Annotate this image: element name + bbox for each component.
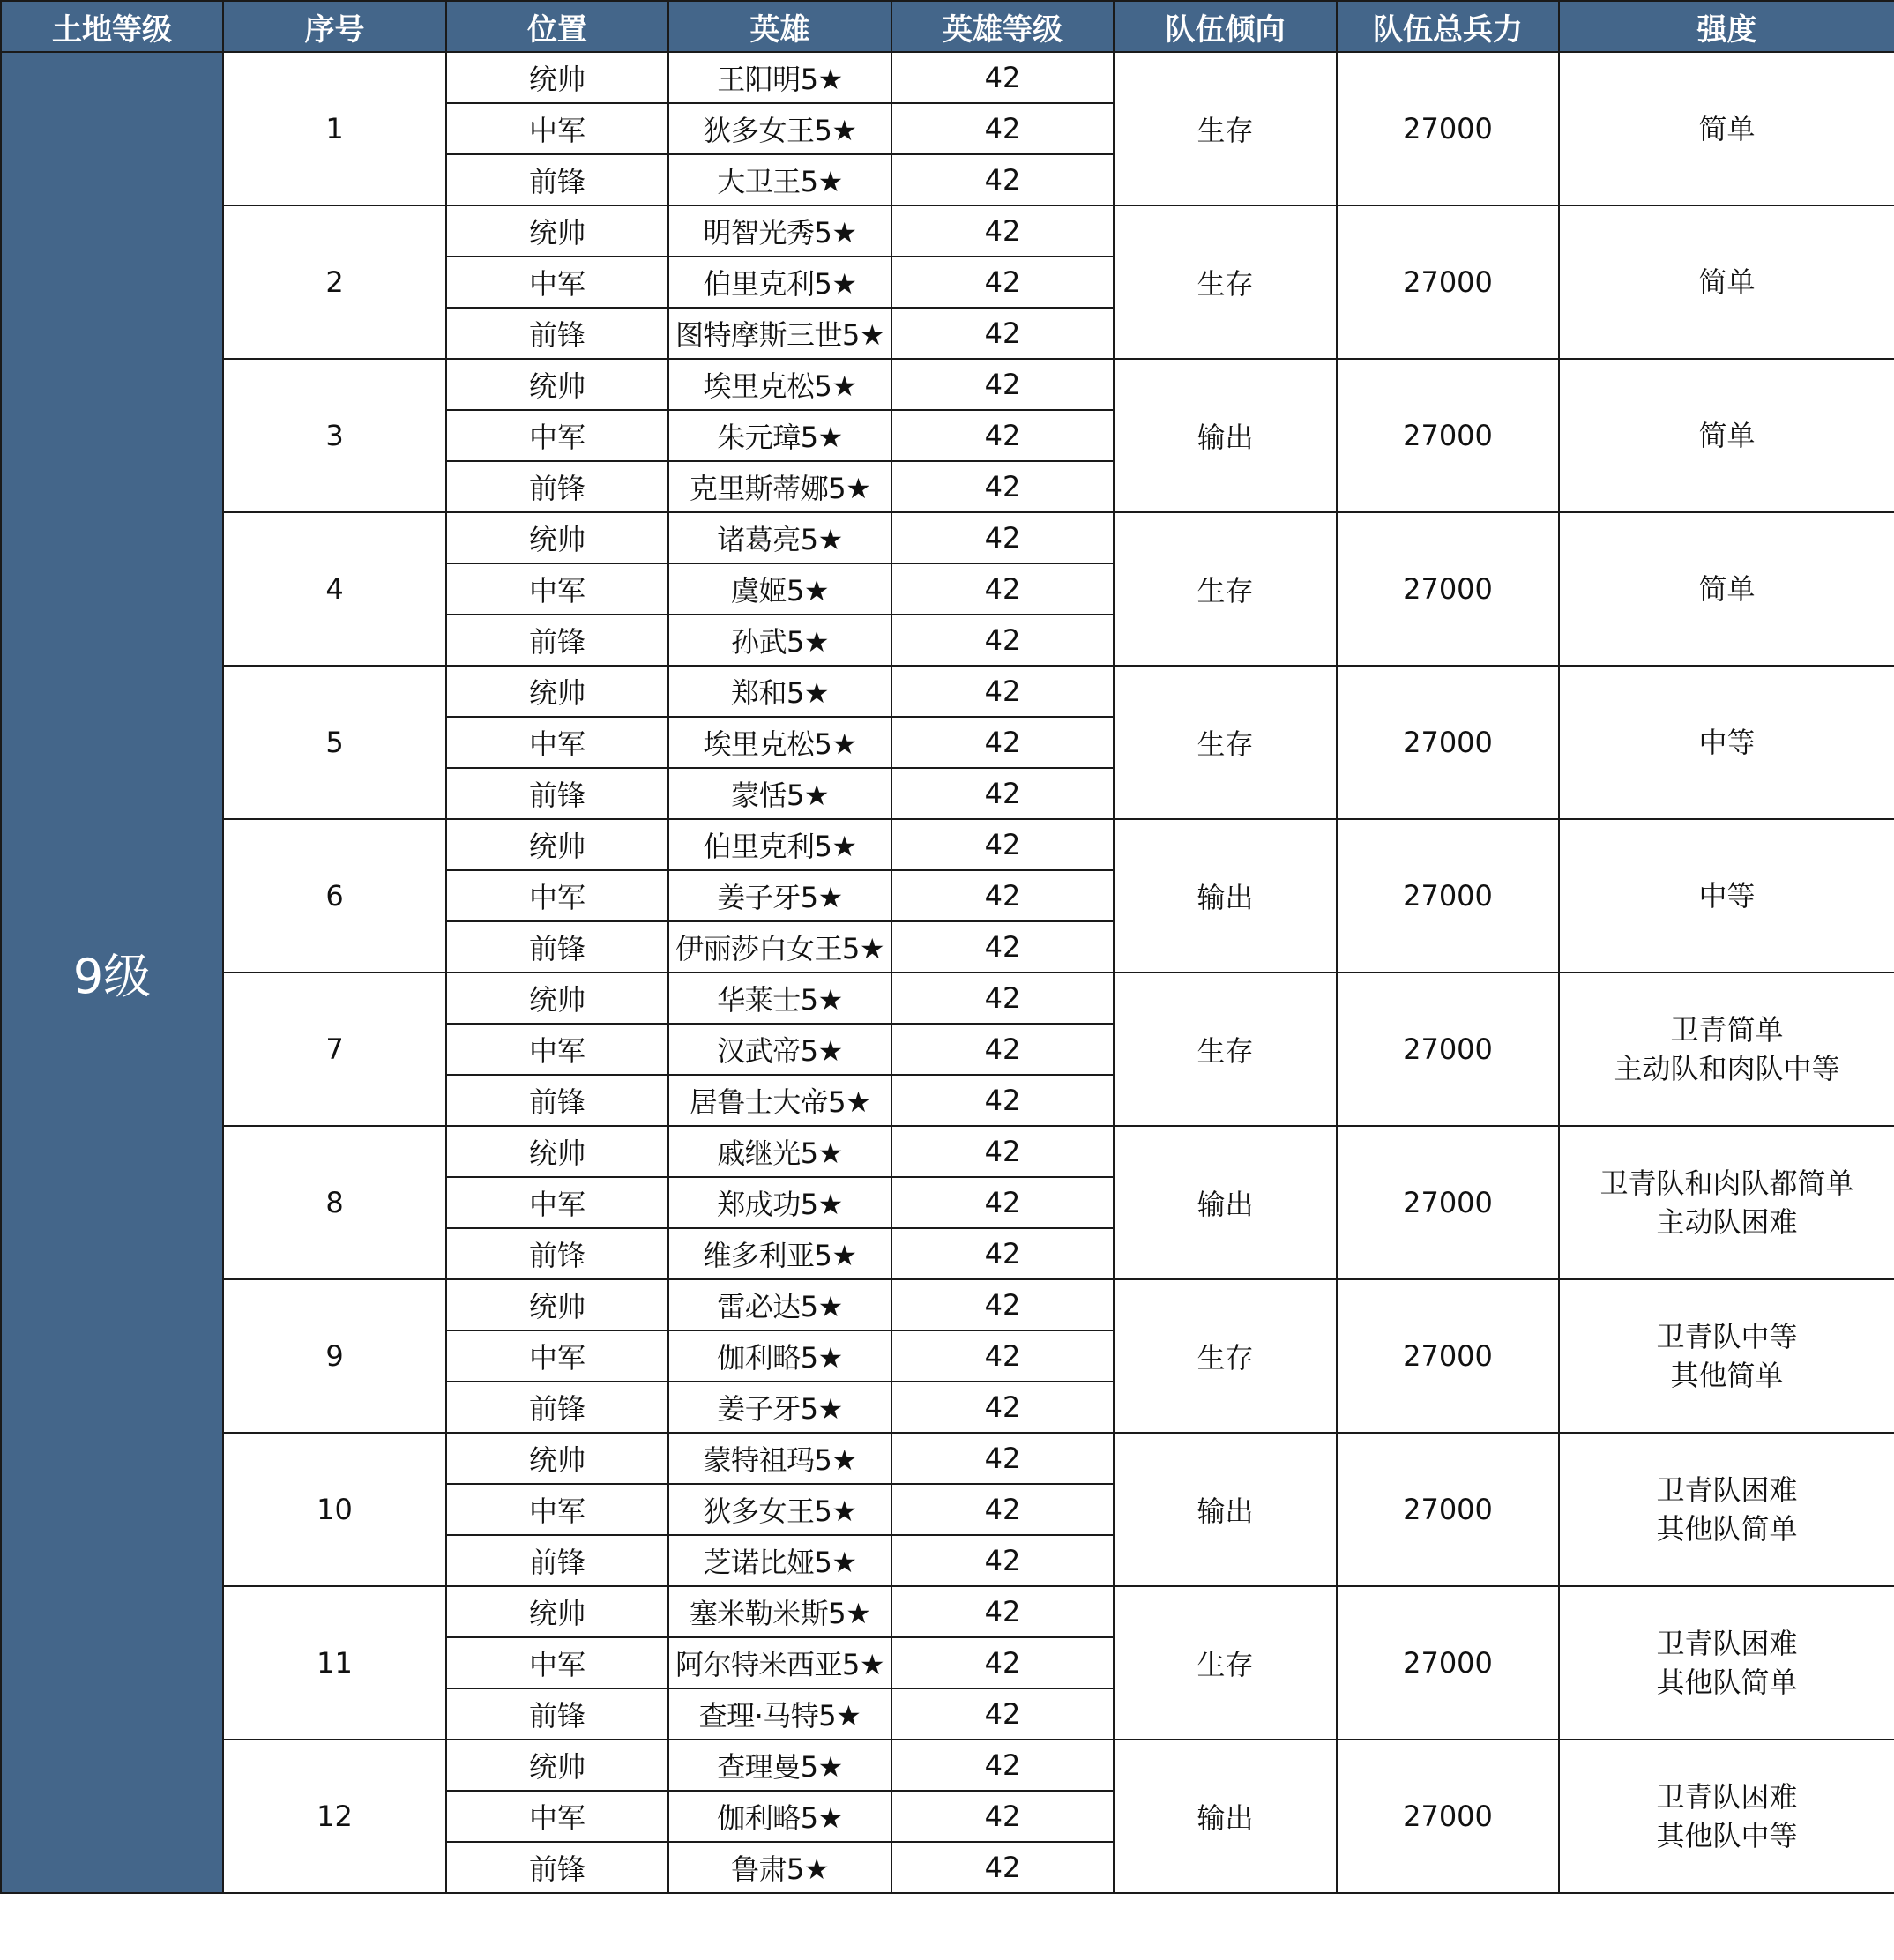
hero-position: 前锋 (446, 615, 668, 666)
team-troops: 27000 (1337, 819, 1559, 973)
strength-line: 其他队简单 (1656, 1512, 1798, 1546)
team-troops: 27000 (1337, 666, 1559, 819)
team-seq: 11 (223, 1586, 446, 1740)
table-row (1, 973, 1894, 1024)
hero-level: 42 (891, 1024, 1114, 1075)
team-seq: 2 (223, 205, 446, 359)
strength-line: 简单 (1698, 419, 1756, 452)
table-row (1, 1740, 1894, 1791)
team-strength (1559, 512, 1894, 666)
strength-line: 简单 (1698, 572, 1756, 606)
hero-position: 统帅 (446, 1740, 668, 1791)
table-row (1, 359, 1894, 410)
hero-name: 伊丽莎白女王5★ (668, 921, 891, 973)
strength-line: 简单 (1698, 265, 1756, 299)
team-troops: 27000 (1337, 52, 1559, 205)
hero-level: 42 (891, 717, 1114, 768)
team-seq: 8 (223, 1126, 446, 1279)
hero-name: 克里斯蒂娜5★ (668, 461, 891, 512)
hero-position: 前锋 (446, 1075, 668, 1126)
hero-level: 42 (891, 1126, 1114, 1177)
hero-position: 中军 (446, 1637, 668, 1688)
team-troops: 27000 (1337, 1586, 1559, 1740)
hero-level: 42 (891, 666, 1114, 717)
hero-name: 王阳明5★ (668, 52, 891, 103)
hero-level: 42 (891, 819, 1114, 870)
team-troops: 27000 (1337, 205, 1559, 359)
strength-line: 卫青队困难 (1656, 1627, 1798, 1660)
strength-line: 卫青简单 (1670, 1013, 1784, 1047)
hero-name: 狄多女王5★ (668, 1484, 891, 1535)
team-tendency: 生存 (1114, 666, 1337, 819)
hero-position: 统帅 (446, 1433, 668, 1484)
table-row (1, 1433, 1894, 1484)
hero-position: 统帅 (446, 973, 668, 1024)
team-strength (1559, 1126, 1894, 1279)
strength-line: 卫青队中等 (1656, 1320, 1798, 1353)
hero-level: 42 (891, 615, 1114, 666)
hero-position: 前锋 (446, 921, 668, 973)
header-position: 位置 (446, 1, 668, 52)
hero-name: 查理·马特5★ (668, 1688, 891, 1740)
hero-name: 明智光秀5★ (668, 205, 891, 257)
header-hero-level: 英雄等级 (891, 1, 1114, 52)
team-tendency: 输出 (1114, 359, 1337, 512)
hero-level: 42 (891, 1177, 1114, 1228)
hero-name: 居鲁士大帝5★ (668, 1075, 891, 1126)
hero-position: 统帅 (446, 205, 668, 257)
hero-name: 大卫王5★ (668, 154, 891, 205)
team-tendency: 输出 (1114, 1740, 1337, 1893)
team-seq: 6 (223, 819, 446, 973)
hero-name: 埃里克松5★ (668, 359, 891, 410)
hero-level: 42 (891, 1484, 1114, 1535)
table-row (1, 666, 1894, 717)
strength-line: 其他队中等 (1656, 1819, 1798, 1852)
hero-name: 埃里克松5★ (668, 717, 891, 768)
hero-level: 42 (891, 52, 1114, 103)
team-seq: 4 (223, 512, 446, 666)
header-row (1, 1, 1894, 52)
hero-level: 42 (891, 1535, 1114, 1586)
team-tendency: 生存 (1114, 1586, 1337, 1740)
hero-level: 42 (891, 1279, 1114, 1330)
hero-name: 郑和5★ (668, 666, 891, 717)
hero-level: 42 (891, 154, 1114, 205)
hero-level: 42 (891, 1842, 1114, 1893)
team-troops: 27000 (1337, 1433, 1559, 1586)
strength-line: 主动队困难 (1656, 1205, 1798, 1239)
team-tendency: 输出 (1114, 1433, 1337, 1586)
hero-position: 统帅 (446, 1586, 668, 1637)
hero-position: 中军 (446, 563, 668, 615)
hero-position: 中军 (446, 103, 668, 154)
hero-name: 图特摩斯三世5★ (668, 308, 891, 359)
table-row (1, 1586, 1894, 1637)
hero-name: 汉武帝5★ (668, 1024, 891, 1075)
team-seq: 3 (223, 359, 446, 512)
hero-position: 中军 (446, 717, 668, 768)
team-strength (1559, 1279, 1894, 1433)
strength-line: 其他队简单 (1656, 1666, 1798, 1699)
hero-level: 42 (891, 1637, 1114, 1688)
header-troops: 队伍总兵力 (1337, 1, 1559, 52)
hero-name: 伽利略5★ (668, 1791, 891, 1842)
table-row (1, 52, 1894, 103)
hero-position: 统帅 (446, 666, 668, 717)
hero-level: 42 (891, 461, 1114, 512)
team-troops: 27000 (1337, 1126, 1559, 1279)
hero-position: 统帅 (446, 359, 668, 410)
header-tendency: 队伍倾向 (1114, 1, 1337, 52)
table-row (1, 205, 1894, 257)
hero-name: 查理曼5★ (668, 1740, 891, 1791)
hero-level: 42 (891, 1433, 1114, 1484)
hero-level: 42 (891, 563, 1114, 615)
team-strength (1559, 52, 1894, 205)
hero-position: 前锋 (446, 768, 668, 819)
hero-level: 42 (891, 1228, 1114, 1279)
hero-position: 统帅 (446, 1279, 668, 1330)
team-tendency: 生存 (1114, 1279, 1337, 1433)
strength-line: 中等 (1698, 726, 1756, 759)
hero-name: 姜子牙5★ (668, 870, 891, 921)
strength-line: 卫青队困难 (1656, 1473, 1798, 1507)
hero-position: 前锋 (446, 1228, 668, 1279)
hero-name: 伯里克利5★ (668, 257, 891, 308)
hero-level: 42 (891, 512, 1114, 563)
hero-name: 华莱士5★ (668, 973, 891, 1024)
team-tendency: 生存 (1114, 205, 1337, 359)
team-seq: 1 (223, 52, 446, 205)
team-seq: 5 (223, 666, 446, 819)
hero-position: 前锋 (446, 1382, 668, 1433)
team-strength (1559, 1740, 1894, 1893)
hero-position: 中军 (446, 410, 668, 461)
team-strength (1559, 819, 1894, 973)
team-strength (1559, 1586, 1894, 1740)
team-strength (1559, 205, 1894, 359)
hero-level: 42 (891, 308, 1114, 359)
hero-level: 42 (891, 1791, 1114, 1842)
team-tendency: 生存 (1114, 973, 1337, 1126)
hero-name: 姜子牙5★ (668, 1382, 891, 1433)
hero-position: 中军 (446, 1330, 668, 1382)
team-seq: 10 (223, 1433, 446, 1586)
hero-name: 郑成功5★ (668, 1177, 891, 1228)
hero-name: 塞米勒米斯5★ (668, 1586, 891, 1637)
hero-name: 鲁肃5★ (668, 1842, 891, 1893)
table-row (1, 512, 1894, 563)
team-tendency: 生存 (1114, 52, 1337, 205)
table-row (1, 1126, 1894, 1177)
hero-name: 虞姬5★ (668, 563, 891, 615)
hero-level: 42 (891, 103, 1114, 154)
team-tendency: 生存 (1114, 512, 1337, 666)
hero-position: 统帅 (446, 52, 668, 103)
hero-position: 中军 (446, 1024, 668, 1075)
hero-name: 孙武5★ (668, 615, 891, 666)
hero-position: 统帅 (446, 819, 668, 870)
hero-level: 42 (891, 1688, 1114, 1740)
hero-level: 42 (891, 1075, 1114, 1126)
strength-line: 中等 (1698, 879, 1756, 913)
hero-level: 42 (891, 768, 1114, 819)
team-troops: 27000 (1337, 1279, 1559, 1433)
hero-name: 蒙特祖玛5★ (668, 1433, 891, 1484)
table-body (1, 52, 1894, 1893)
team-troops: 27000 (1337, 1740, 1559, 1893)
team-tendency: 输出 (1114, 1126, 1337, 1279)
team-seq: 9 (223, 1279, 446, 1433)
team-strength (1559, 973, 1894, 1126)
team-seq: 12 (223, 1740, 446, 1893)
hero-level: 42 (891, 205, 1114, 257)
hero-level: 42 (891, 257, 1114, 308)
hero-name: 阿尔特米西亚5★ (668, 1637, 891, 1688)
hero-level: 42 (891, 870, 1114, 921)
hero-level: 42 (891, 1740, 1114, 1791)
hero-name: 维多利亚5★ (668, 1228, 891, 1279)
hero-name: 伯里克利5★ (668, 819, 891, 870)
header-hero: 英雄 (668, 1, 891, 52)
strength-line: 其他简单 (1670, 1359, 1784, 1392)
hero-position: 前锋 (446, 308, 668, 359)
strength-line: 卫青队和肉队都简单 (1599, 1166, 1854, 1200)
strength-line: 简单 (1698, 112, 1756, 145)
hero-position: 前锋 (446, 1842, 668, 1893)
hero-position: 前锋 (446, 1535, 668, 1586)
hero-position: 统帅 (446, 1126, 668, 1177)
hero-position: 统帅 (446, 512, 668, 563)
team-strength (1559, 1433, 1894, 1586)
team-seq: 7 (223, 973, 446, 1126)
header-seq: 序号 (223, 1, 446, 52)
hero-level: 42 (891, 973, 1114, 1024)
strength-line: 卫青队困难 (1656, 1780, 1798, 1814)
hero-name: 蒙恬5★ (668, 768, 891, 819)
hero-position: 中军 (446, 1177, 668, 1228)
hero-position: 前锋 (446, 461, 668, 512)
hero-name: 诸葛亮5★ (668, 512, 891, 563)
table-row (1, 1279, 1894, 1330)
hero-name: 伽利略5★ (668, 1330, 891, 1382)
hero-position: 中军 (446, 1791, 668, 1842)
hero-name: 芝诺比娅5★ (668, 1535, 891, 1586)
hero-name: 狄多女王5★ (668, 103, 891, 154)
table-row (1, 819, 1894, 870)
hero-level: 42 (891, 921, 1114, 973)
hero-position: 前锋 (446, 1688, 668, 1740)
team-troops: 27000 (1337, 512, 1559, 666)
header-strength: 强度 (1559, 1, 1894, 52)
hero-name: 朱元璋5★ (668, 410, 891, 461)
team-strength (1559, 666, 1894, 819)
strength-line: 主动队和肉队中等 (1614, 1052, 1840, 1085)
hero-position: 中军 (446, 257, 668, 308)
hero-level: 42 (891, 359, 1114, 410)
team-troops: 27000 (1337, 973, 1559, 1126)
hero-level: 42 (891, 1382, 1114, 1433)
team-strength (1559, 359, 1894, 512)
land-level-cell: 9级 (1, 52, 223, 1893)
hero-level: 42 (891, 410, 1114, 461)
team-troops: 27000 (1337, 359, 1559, 512)
hero-name: 雷必达5★ (668, 1279, 891, 1330)
hero-position: 前锋 (446, 154, 668, 205)
hero-name: 戚继光5★ (668, 1126, 891, 1177)
hero-level: 42 (891, 1330, 1114, 1382)
hero-position: 中军 (446, 1484, 668, 1535)
header-land-level: 土地等级 (1, 1, 223, 52)
hero-level: 42 (891, 1586, 1114, 1637)
team-tendency: 输出 (1114, 819, 1337, 973)
hero-position: 中军 (446, 870, 668, 921)
